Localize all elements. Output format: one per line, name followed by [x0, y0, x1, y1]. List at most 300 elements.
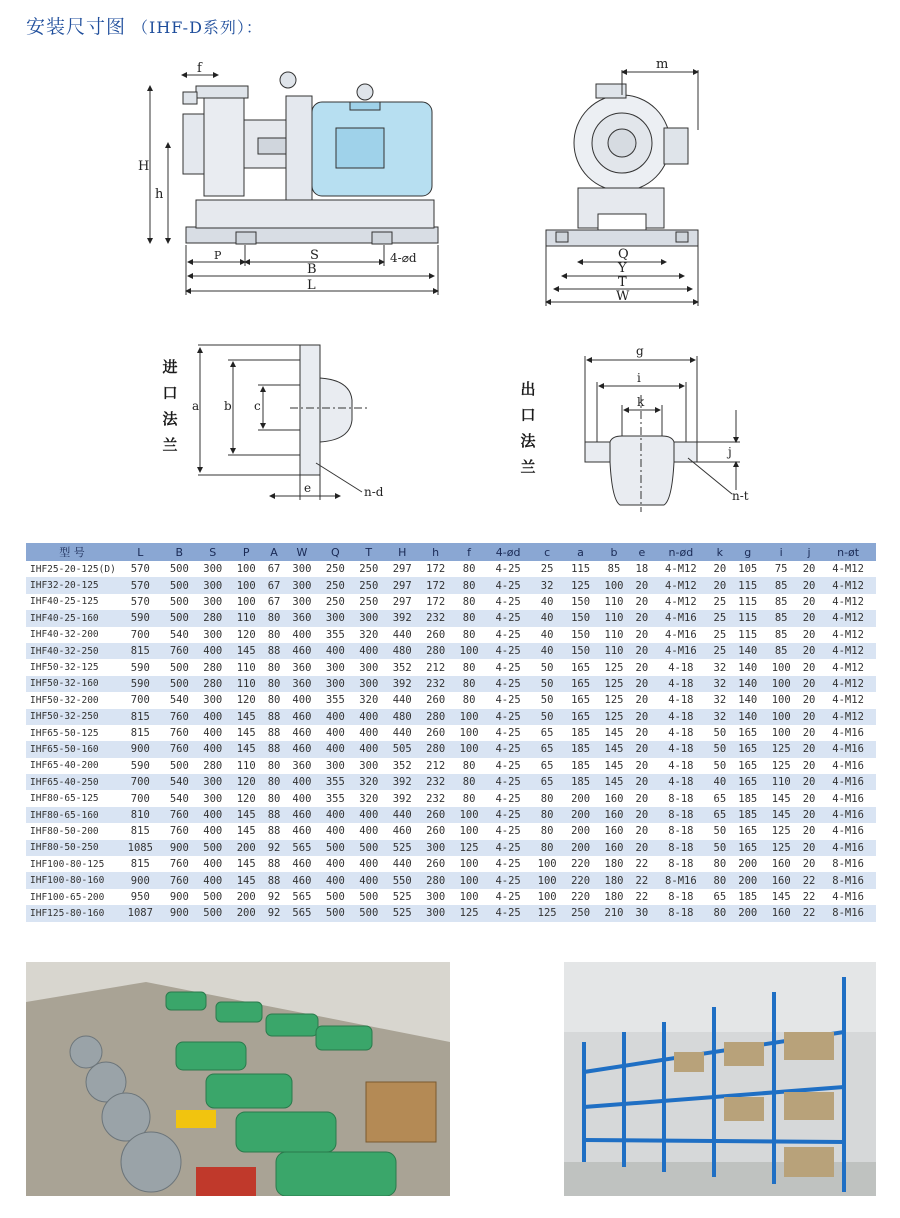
table-cell: 300	[319, 676, 352, 692]
table-row	[26, 856, 876, 872]
table-cell: 110	[229, 659, 262, 675]
model-cell: IHF100-80-125	[26, 856, 118, 872]
model-cell: IHF50-32-200	[26, 692, 118, 708]
table-cell: 25	[709, 594, 731, 610]
table-cell: 80	[452, 692, 485, 708]
table-cell: 700	[118, 790, 163, 806]
model-cell: IHF40-32-200	[26, 627, 118, 643]
table-cell: 115	[731, 610, 764, 626]
dim-g: g	[636, 344, 644, 358]
table-cell: 85	[764, 594, 797, 610]
table-cell: 100	[597, 577, 630, 593]
table-cell: 565	[285, 889, 318, 905]
model-cell: IHF125-80-160	[26, 905, 118, 921]
table-cell: 80	[452, 790, 485, 806]
table-row	[26, 709, 876, 725]
table-cell: 4-18	[653, 692, 709, 708]
table-cell: 80	[263, 692, 285, 708]
table-cell: 165	[731, 725, 764, 741]
table-cell: 145	[229, 643, 262, 659]
table-row	[26, 823, 876, 839]
table-cell: 200	[229, 905, 262, 921]
table-cell: 900	[118, 872, 163, 888]
table-cell: 40	[709, 774, 731, 790]
table-cell: 4-18	[653, 676, 709, 692]
table-cell: 145	[597, 725, 630, 741]
table-cell: 300	[319, 758, 352, 774]
table-cell: 200	[564, 790, 597, 806]
table-cell: 165	[564, 659, 597, 675]
table-cell: 180	[597, 889, 630, 905]
factory-pumps-illustration	[26, 962, 450, 1196]
table-cell: 4-25	[486, 610, 531, 626]
table-row	[26, 692, 876, 708]
table-cell: 20	[798, 823, 820, 839]
table-cell: 125	[764, 741, 797, 757]
table-cell: 20	[631, 610, 653, 626]
table-cell: 4-M16	[653, 627, 709, 643]
table-cell: 300	[196, 627, 229, 643]
table-cell: 75	[764, 561, 797, 577]
model-cell: IHF65-50-160	[26, 741, 118, 757]
table-cell: 85	[764, 610, 797, 626]
table-cell: 80	[452, 774, 485, 790]
table-cell: 400	[196, 856, 229, 872]
dim-P: P	[214, 249, 222, 262]
table-cell: 400	[196, 709, 229, 725]
table-cell: 80	[452, 577, 485, 593]
table-cell: 8-M16	[653, 872, 709, 888]
table-cell: 88	[263, 643, 285, 659]
model-cell: IHF100-65-200	[26, 889, 118, 905]
table-cell: 360	[285, 758, 318, 774]
table-cell: 165	[731, 840, 764, 856]
table-cell: 4-25	[486, 692, 531, 708]
column-header: A	[263, 543, 285, 561]
table-cell: 4-M12	[653, 594, 709, 610]
table-cell: 200	[731, 856, 764, 872]
table-cell: 172	[419, 561, 452, 577]
table-cell: 40	[530, 594, 563, 610]
table-cell: 80	[263, 659, 285, 675]
table-cell: 100	[452, 643, 485, 659]
table-cell: 25	[709, 627, 731, 643]
table-cell: 260	[419, 807, 452, 823]
table-cell: 540	[163, 692, 196, 708]
column-header: e	[631, 543, 653, 561]
table-cell: 88	[263, 741, 285, 757]
table-cell: 360	[285, 676, 318, 692]
warehouse-racks-illustration	[564, 962, 876, 1196]
table-cell: 25	[709, 610, 731, 626]
model-cell: IHF50-32-160	[26, 676, 118, 692]
column-header: c	[530, 543, 563, 561]
table-cell: 20	[798, 709, 820, 725]
table-cell: 4-18	[653, 741, 709, 757]
table-cell: 4-M12	[820, 692, 876, 708]
table-cell: 110	[229, 758, 262, 774]
dim-n-d: n-d	[364, 485, 384, 499]
table-cell: 280	[196, 676, 229, 692]
table-cell: 440	[386, 856, 419, 872]
table-cell: 320	[352, 774, 385, 790]
table-cell: 20	[798, 561, 820, 577]
table-cell: 500	[163, 577, 196, 593]
table-cell: 300	[319, 610, 352, 626]
table-cell: 4-M12	[820, 659, 876, 675]
table-row	[26, 807, 876, 823]
table-cell: 110	[597, 643, 630, 659]
table-cell: 440	[386, 807, 419, 823]
table-cell: 115	[731, 577, 764, 593]
table-cell: 500	[319, 905, 352, 921]
column-header: T	[352, 543, 385, 561]
table-cell: 165	[731, 758, 764, 774]
table-cell: 185	[731, 889, 764, 905]
table-cell: 300	[419, 840, 452, 856]
table-cell: 355	[319, 627, 352, 643]
table-cell: 125	[597, 676, 630, 692]
table-cell: 160	[597, 807, 630, 823]
table-cell: 200	[731, 905, 764, 921]
table-cell: 250	[319, 561, 352, 577]
model-cell: IHF25-20-125(D)	[26, 561, 118, 577]
table-cell: 160	[764, 905, 797, 921]
table-cell: 300	[285, 594, 318, 610]
dim-nd: 4-⌀d	[390, 251, 417, 265]
table-row	[26, 594, 876, 610]
model-cell: IHF80-65-125	[26, 790, 118, 806]
table-cell: 50	[530, 692, 563, 708]
table-cell: 165	[731, 774, 764, 790]
table-cell: 355	[319, 692, 352, 708]
outlet-title-char: 出	[520, 380, 536, 398]
factory-pumps-photo	[26, 962, 450, 1196]
table-cell: 4-25	[486, 872, 531, 888]
dim-c: c	[254, 399, 261, 413]
table-cell: 212	[419, 659, 452, 675]
table-cell: 88	[263, 856, 285, 872]
table-cell: 200	[564, 840, 597, 856]
table-cell: 4-25	[486, 709, 531, 725]
table-cell: 18	[631, 561, 653, 577]
table-cell: 140	[731, 643, 764, 659]
table-cell: 4-25	[486, 577, 531, 593]
table-cell: 20	[631, 823, 653, 839]
table-cell: 145	[597, 741, 630, 757]
table-cell: 80	[530, 807, 563, 823]
table-cell: 165	[564, 709, 597, 725]
model-cell: IHF65-40-250	[26, 774, 118, 790]
table-cell: 250	[352, 577, 385, 593]
table-cell: 20	[631, 840, 653, 856]
column-header: P	[229, 543, 262, 561]
table-cell: 65	[530, 741, 563, 757]
table-cell: 400	[352, 856, 385, 872]
table-cell: 525	[386, 840, 419, 856]
table-cell: 50	[709, 741, 731, 757]
installation-drawings	[0, 0, 900, 540]
column-header: 型 号	[26, 543, 118, 561]
table-cell: 160	[764, 856, 797, 872]
table-cell: 145	[764, 889, 797, 905]
table-cell: 20	[631, 676, 653, 692]
table-cell: 160	[764, 872, 797, 888]
table-cell: 250	[352, 561, 385, 577]
table-cell: 140	[731, 659, 764, 675]
table-cell: 220	[564, 872, 597, 888]
table-cell: 20	[798, 692, 820, 708]
table-cell: 80	[263, 610, 285, 626]
table-cell: 1085	[118, 840, 163, 856]
table-cell: 815	[118, 709, 163, 725]
table-cell: 480	[386, 643, 419, 659]
table-cell: 460	[285, 823, 318, 839]
model-cell: IHF100-80-160	[26, 872, 118, 888]
table-cell: 4-25	[486, 774, 531, 790]
table-cell: 32	[530, 577, 563, 593]
table-cell: 4-25	[486, 643, 531, 659]
table-cell: 100	[530, 889, 563, 905]
table-cell: 210	[597, 905, 630, 921]
table-cell: 80	[452, 676, 485, 692]
table-row	[26, 676, 876, 692]
table-cell: 480	[386, 709, 419, 725]
table-cell: 300	[352, 758, 385, 774]
table-cell: 88	[263, 725, 285, 741]
warehouse-racks-photo	[564, 962, 876, 1196]
table-cell: 300	[352, 610, 385, 626]
inlet-title-char: 口	[162, 384, 178, 402]
table-row	[26, 790, 876, 806]
table-cell: 92	[263, 840, 285, 856]
table-cell: 20	[798, 643, 820, 659]
table-cell: 20	[631, 774, 653, 790]
table-cell: 20	[798, 807, 820, 823]
table-cell: 22	[798, 872, 820, 888]
table-cell: 280	[419, 872, 452, 888]
table-cell: 100	[764, 709, 797, 725]
inlet-flange-drawing	[198, 345, 368, 500]
table-cell: 250	[319, 594, 352, 610]
table-cell: 570	[118, 561, 163, 577]
table-cell: 232	[419, 774, 452, 790]
table-cell: 300	[285, 561, 318, 577]
table-cell: 172	[419, 594, 452, 610]
table-cell: 50	[530, 659, 563, 675]
table-cell: 110	[597, 610, 630, 626]
table-cell: 250	[352, 594, 385, 610]
table-cell: 280	[419, 643, 452, 659]
table-cell: 20	[709, 577, 731, 593]
column-header: B	[163, 543, 196, 561]
table-cell: 500	[196, 905, 229, 921]
table-cell: 300	[196, 692, 229, 708]
table-cell: 85	[597, 561, 630, 577]
table-cell: 212	[419, 758, 452, 774]
table-cell: 80	[709, 872, 731, 888]
table-cell: 22	[798, 905, 820, 921]
model-cell: IHF50-32-250	[26, 709, 118, 725]
table-cell: 4-25	[486, 823, 531, 839]
table-cell: 500	[163, 610, 196, 626]
table-cell: 100	[229, 577, 262, 593]
table-cell: 232	[419, 676, 452, 692]
table-cell: 4-M12	[820, 594, 876, 610]
table-cell: 4-M12	[653, 577, 709, 593]
table-cell: 400	[352, 643, 385, 659]
table-cell: 232	[419, 790, 452, 806]
table-cell: 355	[319, 790, 352, 806]
table-cell: 100	[452, 807, 485, 823]
table-cell: 20	[631, 709, 653, 725]
table-cell: 815	[118, 823, 163, 839]
model-cell: IHF40-25-125	[26, 594, 118, 610]
table-cell: 20	[631, 627, 653, 643]
table-cell: 4-M12	[820, 676, 876, 692]
table-cell: 4-M16	[820, 889, 876, 905]
table-cell: 810	[118, 807, 163, 823]
table-cell: 8-18	[653, 823, 709, 839]
table-cell: 8-M16	[820, 872, 876, 888]
dim-i: i	[637, 371, 641, 385]
table-cell: 760	[163, 643, 196, 659]
outlet-flange-drawing	[585, 356, 740, 512]
dim-e: e	[304, 481, 312, 495]
table-cell: 400	[319, 856, 352, 872]
table-cell: 100	[452, 709, 485, 725]
dim-S: S	[310, 248, 319, 263]
table-cell: 500	[163, 676, 196, 692]
table-cell: 260	[419, 823, 452, 839]
table-cell: 760	[163, 741, 196, 757]
table-cell: 260	[419, 627, 452, 643]
table-cell: 540	[163, 790, 196, 806]
table-cell: 590	[118, 659, 163, 675]
table-cell: 505	[386, 741, 419, 757]
table-cell: 200	[229, 889, 262, 905]
table-cell: 4-M16	[653, 643, 709, 659]
dim-f: f	[197, 61, 202, 76]
table-cell: 88	[263, 872, 285, 888]
table-cell: 460	[285, 643, 318, 659]
table-cell: 500	[196, 840, 229, 856]
table-cell: 500	[352, 889, 385, 905]
table-cell: 200	[731, 872, 764, 888]
table-cell: 50	[709, 840, 731, 856]
table-cell: 4-18	[653, 659, 709, 675]
table-cell: 4-25	[486, 807, 531, 823]
table-cell: 165	[731, 741, 764, 757]
table-cell: 4-M12	[820, 627, 876, 643]
dim-Q: Q	[618, 247, 629, 262]
table-cell: 300	[419, 889, 452, 905]
table-cell: 300	[196, 774, 229, 790]
page-title-series: （IHF-D系列）：	[132, 18, 263, 37]
table-cell: 4-M16	[820, 741, 876, 757]
table-cell: 1087	[118, 905, 163, 921]
table-header-row	[26, 543, 876, 561]
table-cell: 565	[285, 840, 318, 856]
table-cell: 180	[597, 856, 630, 872]
table-cell: 100	[452, 872, 485, 888]
table-cell: 160	[597, 790, 630, 806]
dim-h: h	[155, 187, 164, 202]
table-cell: 400	[319, 643, 352, 659]
table-cell: 460	[285, 741, 318, 757]
table-cell: 20	[798, 676, 820, 692]
table-cell: 280	[419, 709, 452, 725]
column-header: S	[196, 543, 229, 561]
table-cell: 760	[163, 807, 196, 823]
table-cell: 4-25	[486, 758, 531, 774]
dim-k: k	[637, 395, 645, 409]
table-cell: 815	[118, 725, 163, 741]
table-cell: 360	[285, 659, 318, 675]
table-cell: 8-18	[653, 905, 709, 921]
table-cell: 25	[709, 643, 731, 659]
table-cell: 4-M12	[820, 709, 876, 725]
table-row	[26, 610, 876, 626]
table-cell: 400	[319, 741, 352, 757]
table-cell: 172	[419, 577, 452, 593]
table-cell: 165	[731, 823, 764, 839]
table-cell: 20	[798, 627, 820, 643]
table-row	[26, 741, 876, 757]
table-cell: 8-M16	[820, 856, 876, 872]
table-cell: 460	[285, 725, 318, 741]
table-cell: 125	[597, 709, 630, 725]
table-cell: 145	[597, 774, 630, 790]
table-cell: 65	[530, 774, 563, 790]
table-row	[26, 643, 876, 659]
table-cell: 120	[229, 790, 262, 806]
table-cell: 4-M16	[820, 807, 876, 823]
table-cell: 4-M12	[820, 577, 876, 593]
table-cell: 392	[386, 610, 419, 626]
table-cell: 250	[564, 905, 597, 921]
table-cell: 400	[352, 725, 385, 741]
table-cell: 20	[798, 741, 820, 757]
table-cell: 4-M16	[820, 758, 876, 774]
table-cell: 100	[764, 659, 797, 675]
outlet-flange-title	[518, 376, 538, 480]
table-cell: 4-M12	[820, 643, 876, 659]
table-cell: 4-18	[653, 725, 709, 741]
table-cell: 110	[597, 594, 630, 610]
table-cell: 145	[229, 709, 262, 725]
table-cell: 4-25	[486, 594, 531, 610]
table-cell: 100	[229, 561, 262, 577]
table-cell: 280	[196, 610, 229, 626]
table-cell: 8-18	[653, 856, 709, 872]
table-cell: 400	[196, 823, 229, 839]
model-cell: IHF80-50-250	[26, 840, 118, 856]
table-cell: 900	[163, 840, 196, 856]
column-header: W	[285, 543, 318, 561]
table-cell: 20	[798, 774, 820, 790]
table-cell: 100	[530, 856, 563, 872]
dim-j: j	[728, 445, 732, 459]
table-cell: 20	[631, 725, 653, 741]
table-cell: 400	[196, 807, 229, 823]
table-cell: 540	[163, 774, 196, 790]
table-cell: 400	[196, 725, 229, 741]
table-cell: 760	[163, 872, 196, 888]
table-cell: 20	[631, 692, 653, 708]
table-cell: 500	[163, 659, 196, 675]
table-cell: 100	[764, 725, 797, 741]
